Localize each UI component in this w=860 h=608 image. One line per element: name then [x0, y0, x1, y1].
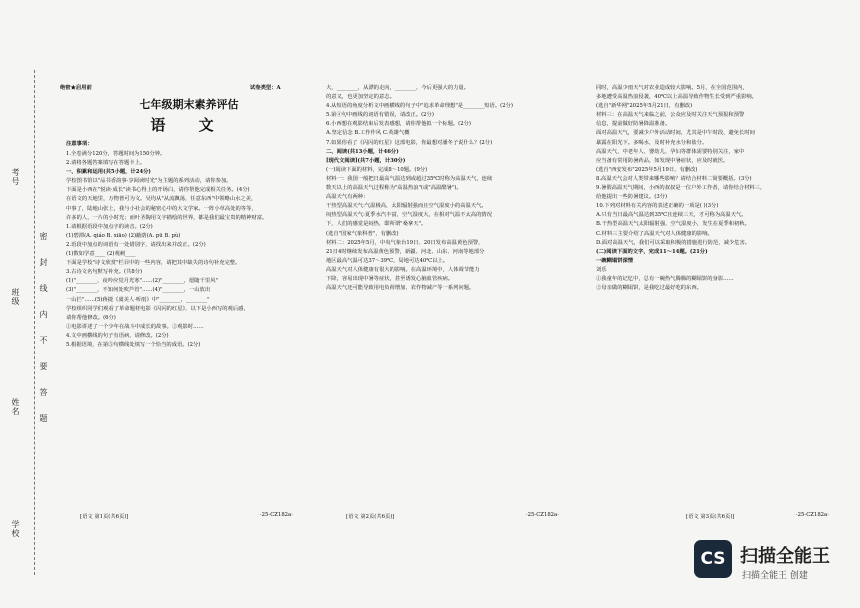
secret-label: 绝密★启用前 [60, 85, 92, 91]
text-line: 大，________，从漂的走向，________，今后更强大的力量。 [326, 85, 470, 91]
notes-title: 注意事项： [66, 141, 93, 147]
page-2-body [326, 84, 588, 293]
option-line: A.只有当日最高气温达到35℃且连续三天，才可称为高温天气。 [596, 212, 747, 219]
page-1-body [66, 150, 318, 350]
binding-label-class: 班级 [11, 288, 20, 306]
page-3 [596, 84, 852, 524]
page-2 [326, 84, 588, 524]
binding-seal-char: 不 [39, 336, 48, 345]
section-heading: 一、积累和运用(共5小题，计24分) [66, 169, 151, 176]
page-2-footer-right: ·25-CZ182a· [526, 512, 559, 518]
question: 7.如果你看了《闪闪的红星》这部电影，你最想对潘冬子说什么？(2分) [326, 139, 493, 146]
text-line: 下，人们的感觉是闷热，即所谓"桑拿天"。 [326, 221, 427, 228]
text-line: 多地遭受高温热浪侵袭，40℃以上高温导致作物生长受到严重影响。 [596, 94, 757, 101]
text-line: 下面是学校"诗文欣赏"栏目中的一些内容，请把其中缺失的诗句补充完整。 [66, 260, 241, 267]
page-1 [60, 84, 318, 524]
binding-label-school: 学校 [11, 520, 20, 538]
text-line: 暴露在阳光下。多喝水，及时补充水分和盐分。 [596, 139, 708, 146]
text-line: 同时，高温少雨天气对农业造成较大影响。5月，在全国范围内， [596, 85, 748, 91]
source-line: (选自"国家气象科普"，有删改) [326, 230, 399, 237]
text-line: 信息，提前做好防暑降温准备。 [596, 121, 671, 128]
question: 9.暑假高温天气期间，小西的叔叔是一位户外工作者，请你结合材料三， [596, 185, 766, 192]
binding-seal-char: 封 [39, 258, 48, 267]
text-line: ①我童年的记忆中，总有一碗热气腾腾的糊塌饼的身影…… [596, 275, 734, 282]
binding-dash-line [34, 70, 35, 575]
text-line: 学校组织同学们观看了革命题材电影《闪闪的红星》，以下是小西写的观后感， [66, 305, 249, 312]
binding-label-exam-no: 考号 [11, 168, 20, 186]
page-2-footer-left: [语文 第2页(共6页)] [346, 514, 395, 520]
question: 10.下列对材料有关内容的表述正确的一项是( )(3分) [596, 203, 719, 210]
text-line: 材料二：2025年5月，中央气象台19日、20日发布高温黄色预警， [326, 239, 484, 246]
text-line: (一)阅读下面的材料，完成8～10题。(9分) [326, 166, 428, 173]
source-line: (选自"新华网"2025年5月21日，有删改) [596, 103, 693, 110]
text-line: 应当备有常用防暑药品，如发现中暑症状，应及时就医。 [596, 157, 729, 164]
text-line: (1)数如学意____ (2)观刺____ [66, 251, 136, 258]
binding-seal-char: 题 [39, 414, 48, 423]
text-line: 闷热型高温天气:夏季水汽丰富，空气湿度大，在相对气温不太高的情况 [326, 212, 492, 219]
question: 8.高温天气会对人类带来哪些影响？请结合材料二简要概括。(3分) [596, 175, 752, 182]
text-line: 高温天气有两种： [326, 194, 369, 201]
exam-title: 七年级期末素养评估 [139, 98, 239, 111]
scanner-app-name: 扫描全能王 [740, 546, 830, 567]
text-line: 在语文的天地里，万物皆可为文。吴均从"从流飘荡，任意东西"中领略山水之美， [66, 196, 257, 203]
text-line: 地区最高气温可达37～39℃，局地可达40℃以上。 [326, 257, 449, 264]
option-line: C.材料三主要介绍了高温天气对人体健康的影响。 [596, 230, 713, 237]
section-heading: 二、阅读(共13小题，计46分) [326, 148, 399, 155]
text-line: 数天以上的高温天气过程称为"高温热浪"(或"高温酷暑")。 [326, 185, 462, 192]
text-line: 材料一：我国一般把日最高气温达到或超过35℃时称为高温天气，连续 [326, 175, 493, 182]
binding-seal-char: 线 [39, 284, 48, 293]
text-line: 中事了，陆地山张上，我与小社会的秘密心中的大文学家。一阵小草高处的等等， [66, 205, 257, 212]
text-line: 21日4时继续发布高温黄色预警，新疆、河北、山东、河南等地部分 [326, 248, 485, 255]
subject-title: 语 文 [150, 116, 228, 134]
text-line: (1)"________，夜吟应觉月光寒"……(2)"________，愿随千里风" [66, 278, 218, 285]
option-line: B.干热型高温天气太阳辐射强，空气湿度小，发生在夏季和初秋。 [596, 221, 750, 228]
text-line: 学校图书馆以"品书香韵事·享阅读时光"为主题的系列活动，请你参加。 [66, 178, 232, 185]
question: 1.请根据语段中加点字的读音。(2分) [66, 223, 153, 230]
binding-seal-char: 要 [39, 362, 48, 371]
paper-type: 试卷类型：A [250, 85, 281, 91]
text-line: ②母亲做的糊塌饼，是我吃过最好吃的东西。 [596, 285, 702, 292]
text-line: 2.请将各题答案填写在答题卡上。 [66, 160, 146, 167]
question: 3.古诗文名句默写补充。(共8分) [66, 269, 143, 276]
page-1-footer-right: ·25-CZ182a· [260, 512, 293, 518]
question: 5.根据语境，在第⑤句横线处填写一个恰当的成语。(2分) [66, 341, 201, 348]
page-1-footer-left: [语文 第1页(共6页)] [80, 514, 129, 520]
subsection-heading: (二)阅读下面的文字，完成11～14题。(21分) [596, 248, 708, 255]
text-line: 材料三：在高温天气来临之前，公众应及时关注天气预报和预警 [596, 112, 745, 119]
text-line: (3)"________，不知何处吹芦管"……(4)"________，一山放出 [66, 287, 211, 294]
text-line: 高温天气还可能导致用电负荷增加、农作物减产等一系列问题。 [326, 285, 475, 292]
scanner-app-subtitle: 扫描全能王 创建 [742, 571, 808, 581]
article-author: 刘乐 [596, 266, 607, 273]
question: 4.从短语的角度分析文中画横线的句子中"追求革命理想"是________短语。(2分) [326, 103, 513, 110]
article-title: 一碗糊塌饼深情 [596, 257, 634, 264]
page-3-body [596, 84, 852, 293]
page-3-footer-left: [语文 第3页(共6页)] [686, 514, 735, 520]
subsection-heading: [现代文阅读](共7小题，计30分) [326, 157, 406, 164]
text-line: ①电影讲述了一个少年在战斗中成长的故事。②观影时…… [66, 323, 204, 330]
binding-seal-char: 答 [39, 388, 48, 397]
question: 6.小西想在观影结束后发表感想，请你帮他拟一个标题。(2分) [326, 121, 471, 128]
text-line: 许多的人，一片的小时光；而叶圣陶用文字描绘的世界，都是我们最宝贵的精神财富。 [66, 214, 268, 221]
text-line: 下面是小西在"悦读·成长"读书心得上的开场白，请你帮他完成相关任务。(4分) [66, 187, 250, 194]
text-line: 一山拦"……(5)蒋捷《虞美人·听雨》中"________，________" [66, 296, 210, 303]
binding-label-name: 姓名 [11, 398, 20, 416]
scanner-logo-icon: CS [694, 540, 732, 578]
binding-seal-char: 密 [39, 232, 48, 241]
page-3-footer-right: ·25-CZ182a· [796, 512, 829, 518]
text-line: 给他提出一些防暑建议。(3分) [596, 194, 668, 201]
binding-margin [0, 0, 58, 608]
text-line: 干热型高温天气:气温极高，太阳辐射强而且空气湿度小的高温天气。 [326, 203, 487, 210]
binding-seal-char: 内 [39, 310, 48, 319]
text-line: 高温天气，中老年人、婴幼儿、孕妇等群体需要特别关注，家中 [596, 148, 745, 155]
text-line: 下降，容易出现中暑等症状，甚至诱发心脑血管疾病。 [326, 275, 454, 282]
text-line: 高温天气对人体健康有很大的影响。在高温环境中，人体调节能力 [326, 266, 480, 273]
text-line: 面对高温天气，要减少户外活动时间，尤其是中午时段，避免长时间 [596, 130, 755, 137]
option-line: D.面对高温天气，我们可以采取积极的措施进行防范，减少危害。 [596, 239, 751, 246]
question: 4.文中画横线的句子有语病，请修改。(2分) [66, 332, 169, 339]
option-line: A.坚定信念 B.工作作风 C.英雄气概 [326, 130, 410, 137]
question: 5.第④句中画线的词语有错误，请改正。(2分) [326, 112, 434, 119]
source-line: (选自"西安发布"2025年5月19日，有删改) [596, 166, 698, 173]
question: 2.语段中加点的词语有一处错别字，请找出来并改正。(2分) [66, 241, 206, 248]
text-line: 请你帮他修改。(6分) [66, 314, 116, 321]
text-line: 1.全卷满分120分，答题时间为150分钟。 [66, 151, 166, 157]
text-line: 的意义，也更加坚定的意志。 [326, 94, 395, 101]
text-line: (1)碧潭(A. qiáo B. xiāo) (2)蔽荫(A. pū B. pù) [66, 232, 181, 239]
